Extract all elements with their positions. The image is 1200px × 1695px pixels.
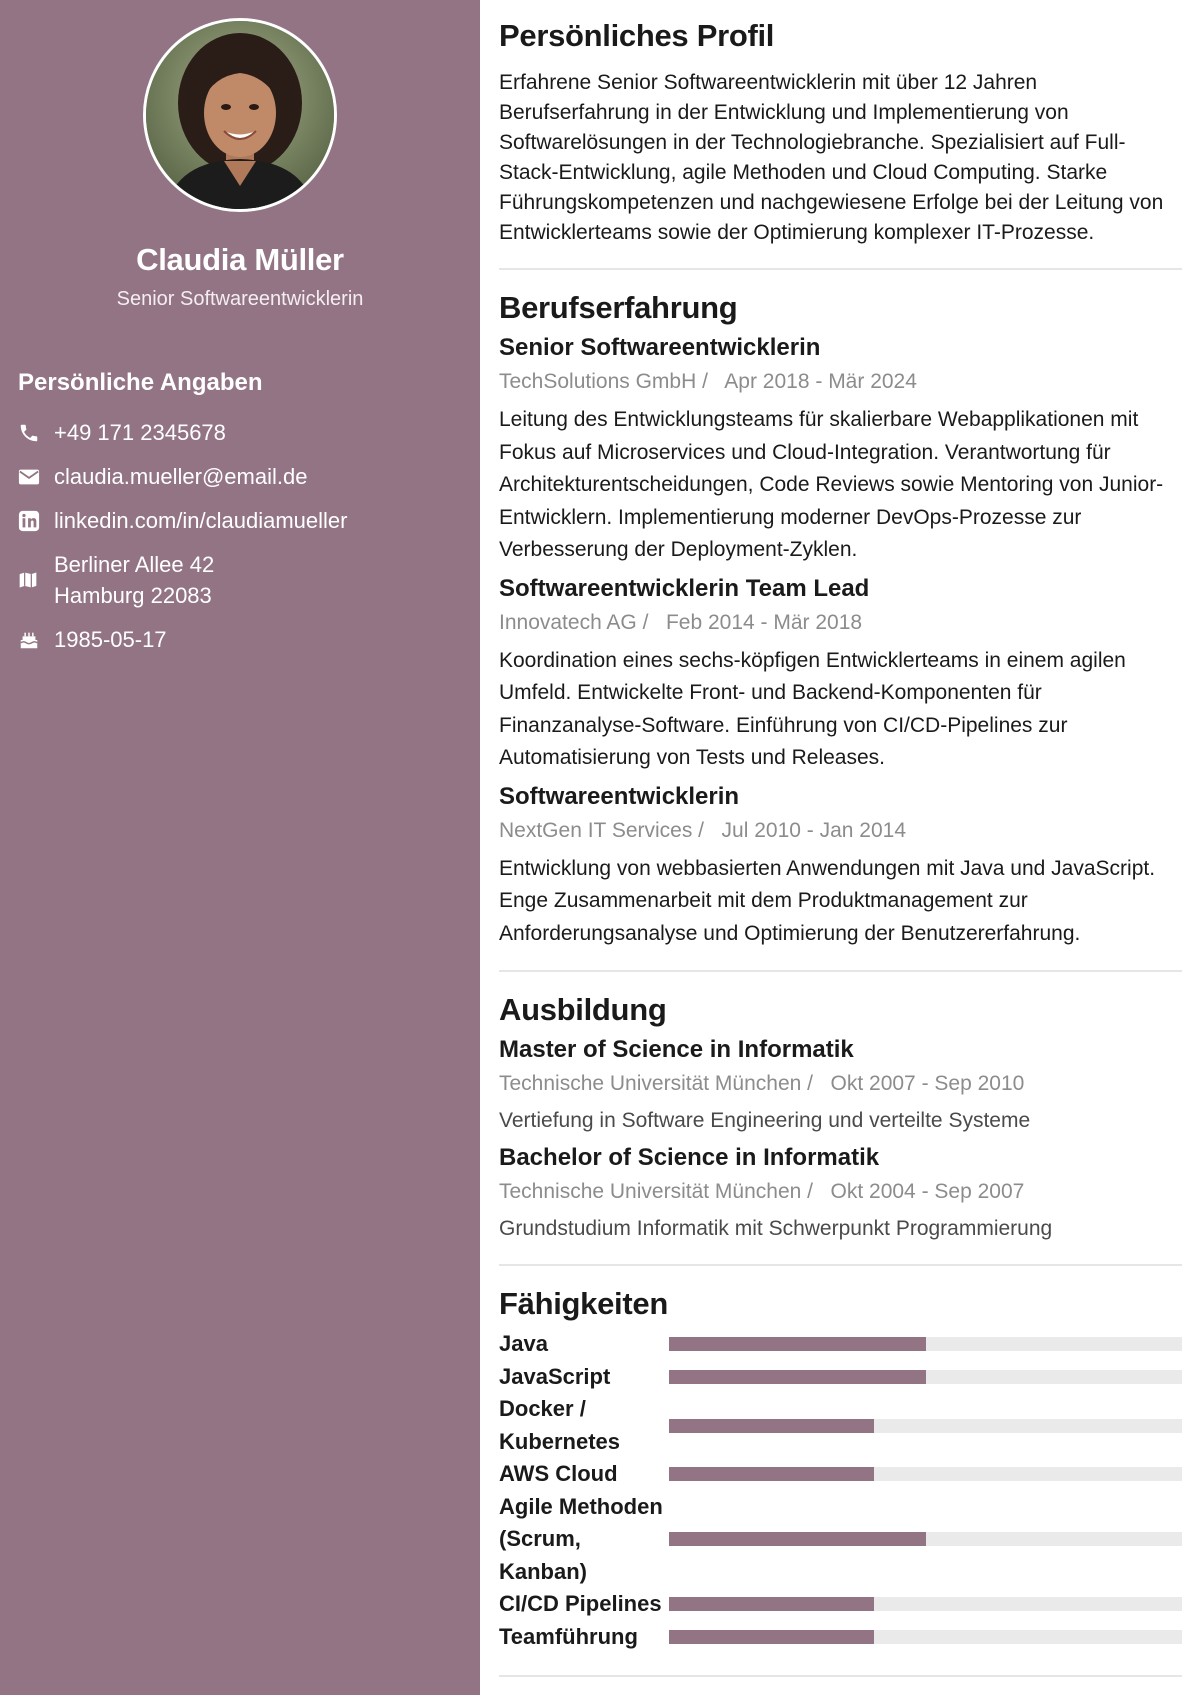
skills-list (499, 1328, 1182, 1653)
job-description: Koordination eines sechs-köpfigen Entwicklerteams in einem agilen Umfeld. Entwickelte Front- und Backend-Komponenten für Finanzanalyse-Software. Einführung von CI/CD-Pipelines zur Automatisierung von Tests und Releases. (499, 648, 1126, 769)
skill-level-bar (669, 1370, 1182, 1384)
personal-info-heading: Persönliche Angaben (18, 369, 263, 396)
phone-icon (18, 417, 44, 448)
skill-level-bar (669, 1532, 1182, 1546)
job-title: Senior Softwareentwicklerin (499, 334, 821, 361)
job-company: Innovatech AG / (499, 610, 649, 634)
job-period: Apr 2018 - Mär 2024 (724, 370, 917, 393)
skill-level-bar (669, 1467, 1182, 1481)
skill-level-fill (669, 1419, 874, 1433)
skill-row (499, 1328, 1182, 1361)
degree-title: Bachelor of Science in Informatik (499, 1144, 880, 1171)
divider (499, 970, 1182, 972)
envelope-icon (18, 461, 44, 492)
skill-level-fill (669, 1467, 874, 1481)
skill-level-fill (669, 1370, 926, 1384)
job-period: Feb 2014 - Mär 2018 (665, 610, 863, 634)
skill-level-fill (669, 1630, 874, 1644)
degree-title: Master of Science in Informatik (499, 1036, 854, 1063)
job-company: NextGen IT Services / (499, 818, 705, 842)
contact-linkedin[interactable] (18, 505, 462, 536)
address-line-street: Berliner Allee 42 (54, 552, 215, 577)
avatar-wrapper (18, 18, 462, 212)
education-period: Okt 2007 - Sep 2010 (830, 1072, 1025, 1095)
skills-heading: Fähigkeiten (499, 1286, 668, 1321)
skill-row (499, 1393, 1182, 1458)
skill-name: Docker / Kubernetes (499, 1396, 621, 1454)
avatar (143, 18, 337, 212)
education-period: Okt 2004 - Sep 2007 (830, 1180, 1025, 1203)
profile-text: Erfahrene Senior Softwareentwicklerin mit über 12 Jahren Berufserfahrung in der Entwicklung und Implementierung von Softwarelösungen in der Technologiebranche. Spezialisiert auf Full-Stack-Entwicklung, agile Methoden und Cloud Computing. Starke Führungskompetenzen und nachgewiesene Erfolge bei der Leitung von Entwicklerteams sowie der Optimierung komplexer IT-Prozesse. (499, 71, 1164, 244)
sidebar (0, 0, 480, 1695)
linkedin-icon (18, 505, 44, 536)
skill-level-bar (669, 1630, 1182, 1644)
school-name: Technische Universität München / (499, 1180, 813, 1203)
birthday-cake-icon (18, 624, 44, 655)
job-meta (499, 816, 1182, 846)
education-entry (499, 1142, 1182, 1244)
skill-name: Java (499, 1331, 548, 1356)
address-line-city: Hamburg 22083 (54, 583, 212, 608)
education-description: Grundstudium Informatik mit Schwerpunkt Programmierung (499, 1217, 1053, 1240)
contact-birthdate-text: 1985-05-17 (54, 627, 167, 652)
skill-row (499, 1621, 1182, 1654)
skill-row (499, 1588, 1182, 1621)
job-entry (499, 781, 1182, 951)
skill-level-fill (669, 1597, 874, 1611)
education-heading: Ausbildung (499, 992, 667, 1027)
person-title: Senior Softwareentwicklerin (116, 288, 364, 310)
skill-level-bar (669, 1597, 1182, 1611)
skill-name: Teamführung (499, 1623, 638, 1649)
map-icon (18, 549, 44, 611)
profile-heading: Persönliches Profil (499, 18, 775, 53)
job-title: Softwareentwicklerin (499, 782, 740, 810)
person-name: Claudia Müller (136, 242, 344, 277)
contact-linkedin-text: linkedin.com/in/claudiamueller (54, 508, 348, 533)
school-name: Technische Universität München / (499, 1072, 813, 1095)
skill-row (499, 1458, 1182, 1491)
profile-photo (146, 21, 334, 209)
divider (499, 268, 1182, 270)
job-meta (499, 367, 1182, 397)
education-entry (499, 1034, 1182, 1136)
skill-level-bar (669, 1337, 1182, 1351)
job-period: Jul 2010 - Jan 2014 (721, 818, 907, 842)
education-meta (499, 1177, 1182, 1207)
contact-birthdate (18, 624, 462, 655)
skill-level-fill (669, 1337, 926, 1351)
divider (499, 1675, 1182, 1677)
job-description: Leitung des Entwicklungsteams für skalierbare Webapplikationen mit Fokus auf Microservices und Cloud-Integration. Verantwortung für Architekturentscheidungen, Code Reviews sowie Mentoring von Junior-Entwicklern. Implementierung moderner DevOps-Prozesse zur Verbesserung der Deployment-Zyklen. (499, 408, 1164, 561)
job-title: Softwareentwicklerin Team Lead (499, 574, 870, 602)
main-content (480, 0, 1200, 1695)
job-description: Entwicklung von webbasierten Anwendungen mit Java und JavaScript. Enge Zusammenarbeit mit dem Produktmanagement zur Anforderungsanalyse und Optimierung der Benutzererfahrung. (499, 856, 1156, 945)
skill-level-fill (669, 1532, 926, 1546)
skill-name: Agile Methoden (Scrum, Kanban) (499, 1493, 663, 1584)
contact-phone[interactable] (18, 417, 462, 448)
job-entry (499, 332, 1182, 567)
skill-name: JavaScript (499, 1363, 611, 1389)
contact-address (18, 549, 462, 611)
skill-name: CI/CD Pipelines (499, 1591, 662, 1616)
skill-name: AWS Cloud (499, 1461, 618, 1486)
contact-email[interactable] (18, 461, 462, 492)
education-meta (499, 1069, 1182, 1099)
contact-email-text: claudia.mueller@email.de (54, 464, 308, 489)
skill-row (499, 1491, 1182, 1589)
skill-row (499, 1361, 1182, 1394)
contact-address-text (54, 549, 214, 611)
job-company: TechSolutions GmbH / (499, 370, 708, 393)
divider (499, 1264, 1182, 1266)
job-meta (499, 608, 1182, 638)
contact-phone-text: +49 171 2345678 (54, 420, 226, 445)
skill-level-bar (669, 1419, 1182, 1433)
job-entry (499, 573, 1182, 775)
education-description: Vertiefung in Software Engineering und verteilte Systeme (499, 1109, 1031, 1132)
experience-heading: Berufserfahrung (499, 290, 738, 325)
